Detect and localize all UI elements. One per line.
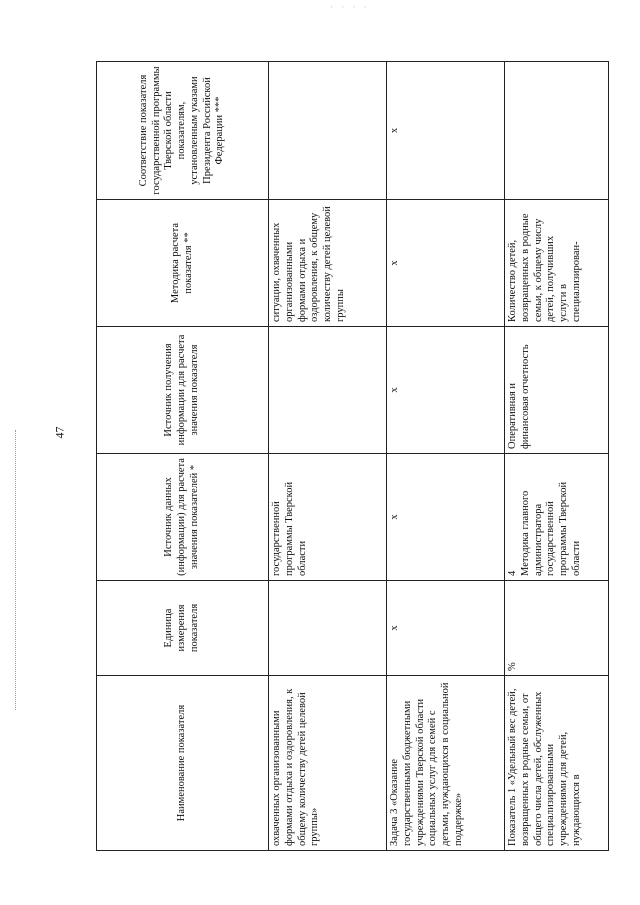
row1-method: ситуации, охваченных организованными формами отдыха и оздоровления, к общему количеству детей целевой группы (269, 200, 387, 327)
table-row (387, 62, 505, 851)
row1-unit (269, 581, 387, 676)
col-header-data-source: Источник данных (информации) для расчета значения показателей * (97, 454, 269, 581)
scan-marks: · · · · (330, 2, 370, 12)
col-header-name: Наименование показателя (97, 676, 269, 851)
rotated-table-container (96, 62, 608, 851)
table-row (505, 62, 609, 851)
col-header-info-source: Источник получения информации для расчета значения показателя (97, 327, 269, 454)
row3-data-source: 4 Методика главного администратора государственной программы Тверской области (505, 454, 609, 581)
row2-name: Задача 3 «Оказание государственными бюджетными учреждениями Тверской области социальных услуг для семей с детьми, нуждающихся в социальной поддержке» (387, 676, 505, 851)
row2-data-source: х (387, 454, 505, 581)
row2-method: х (387, 200, 505, 327)
page-number: 47 (52, 426, 67, 439)
row3-info-source: Оперативная и финансовая отчетность (505, 327, 609, 454)
row1-name: охваченных организованными формами отдыха и оздоровления, к общему количеству детей целевой группы» (269, 676, 387, 851)
row3-compliance (505, 62, 609, 200)
indicator-table (96, 61, 609, 851)
col-header-compliance: Соответствие показателя государственной программы Тверской области показателям, установленным указами Президента Российской Федерации *** (97, 62, 269, 200)
row2-unit: х (387, 581, 505, 676)
col-header-unit: Единица измерения показателя (97, 581, 269, 676)
table-row (269, 62, 387, 851)
row2-info-source: х (387, 327, 505, 454)
row3-method: Количество детей, возвращенных в родные семьи, к общему числу детей, получивших услуги в специализирован- (505, 200, 609, 327)
margin-punch-marks (15, 430, 22, 710)
row1-info-source (269, 327, 387, 454)
row1-data-source: государственной программы Тверской области (269, 454, 387, 581)
row2-compliance: х (387, 62, 505, 200)
header-row (97, 62, 269, 851)
indicator-table-frame (96, 62, 608, 851)
row3-name: Показатель 1 «Удельный вес детей, возвращенных в родные семьи, от общего числа детей, обслуженных специализированными учреждениями для детей, нуждающихся в (505, 676, 609, 851)
row3-unit: % (505, 581, 609, 676)
col-header-method: Методика расчета показателя ** (97, 200, 269, 327)
row1-compliance (269, 62, 387, 200)
